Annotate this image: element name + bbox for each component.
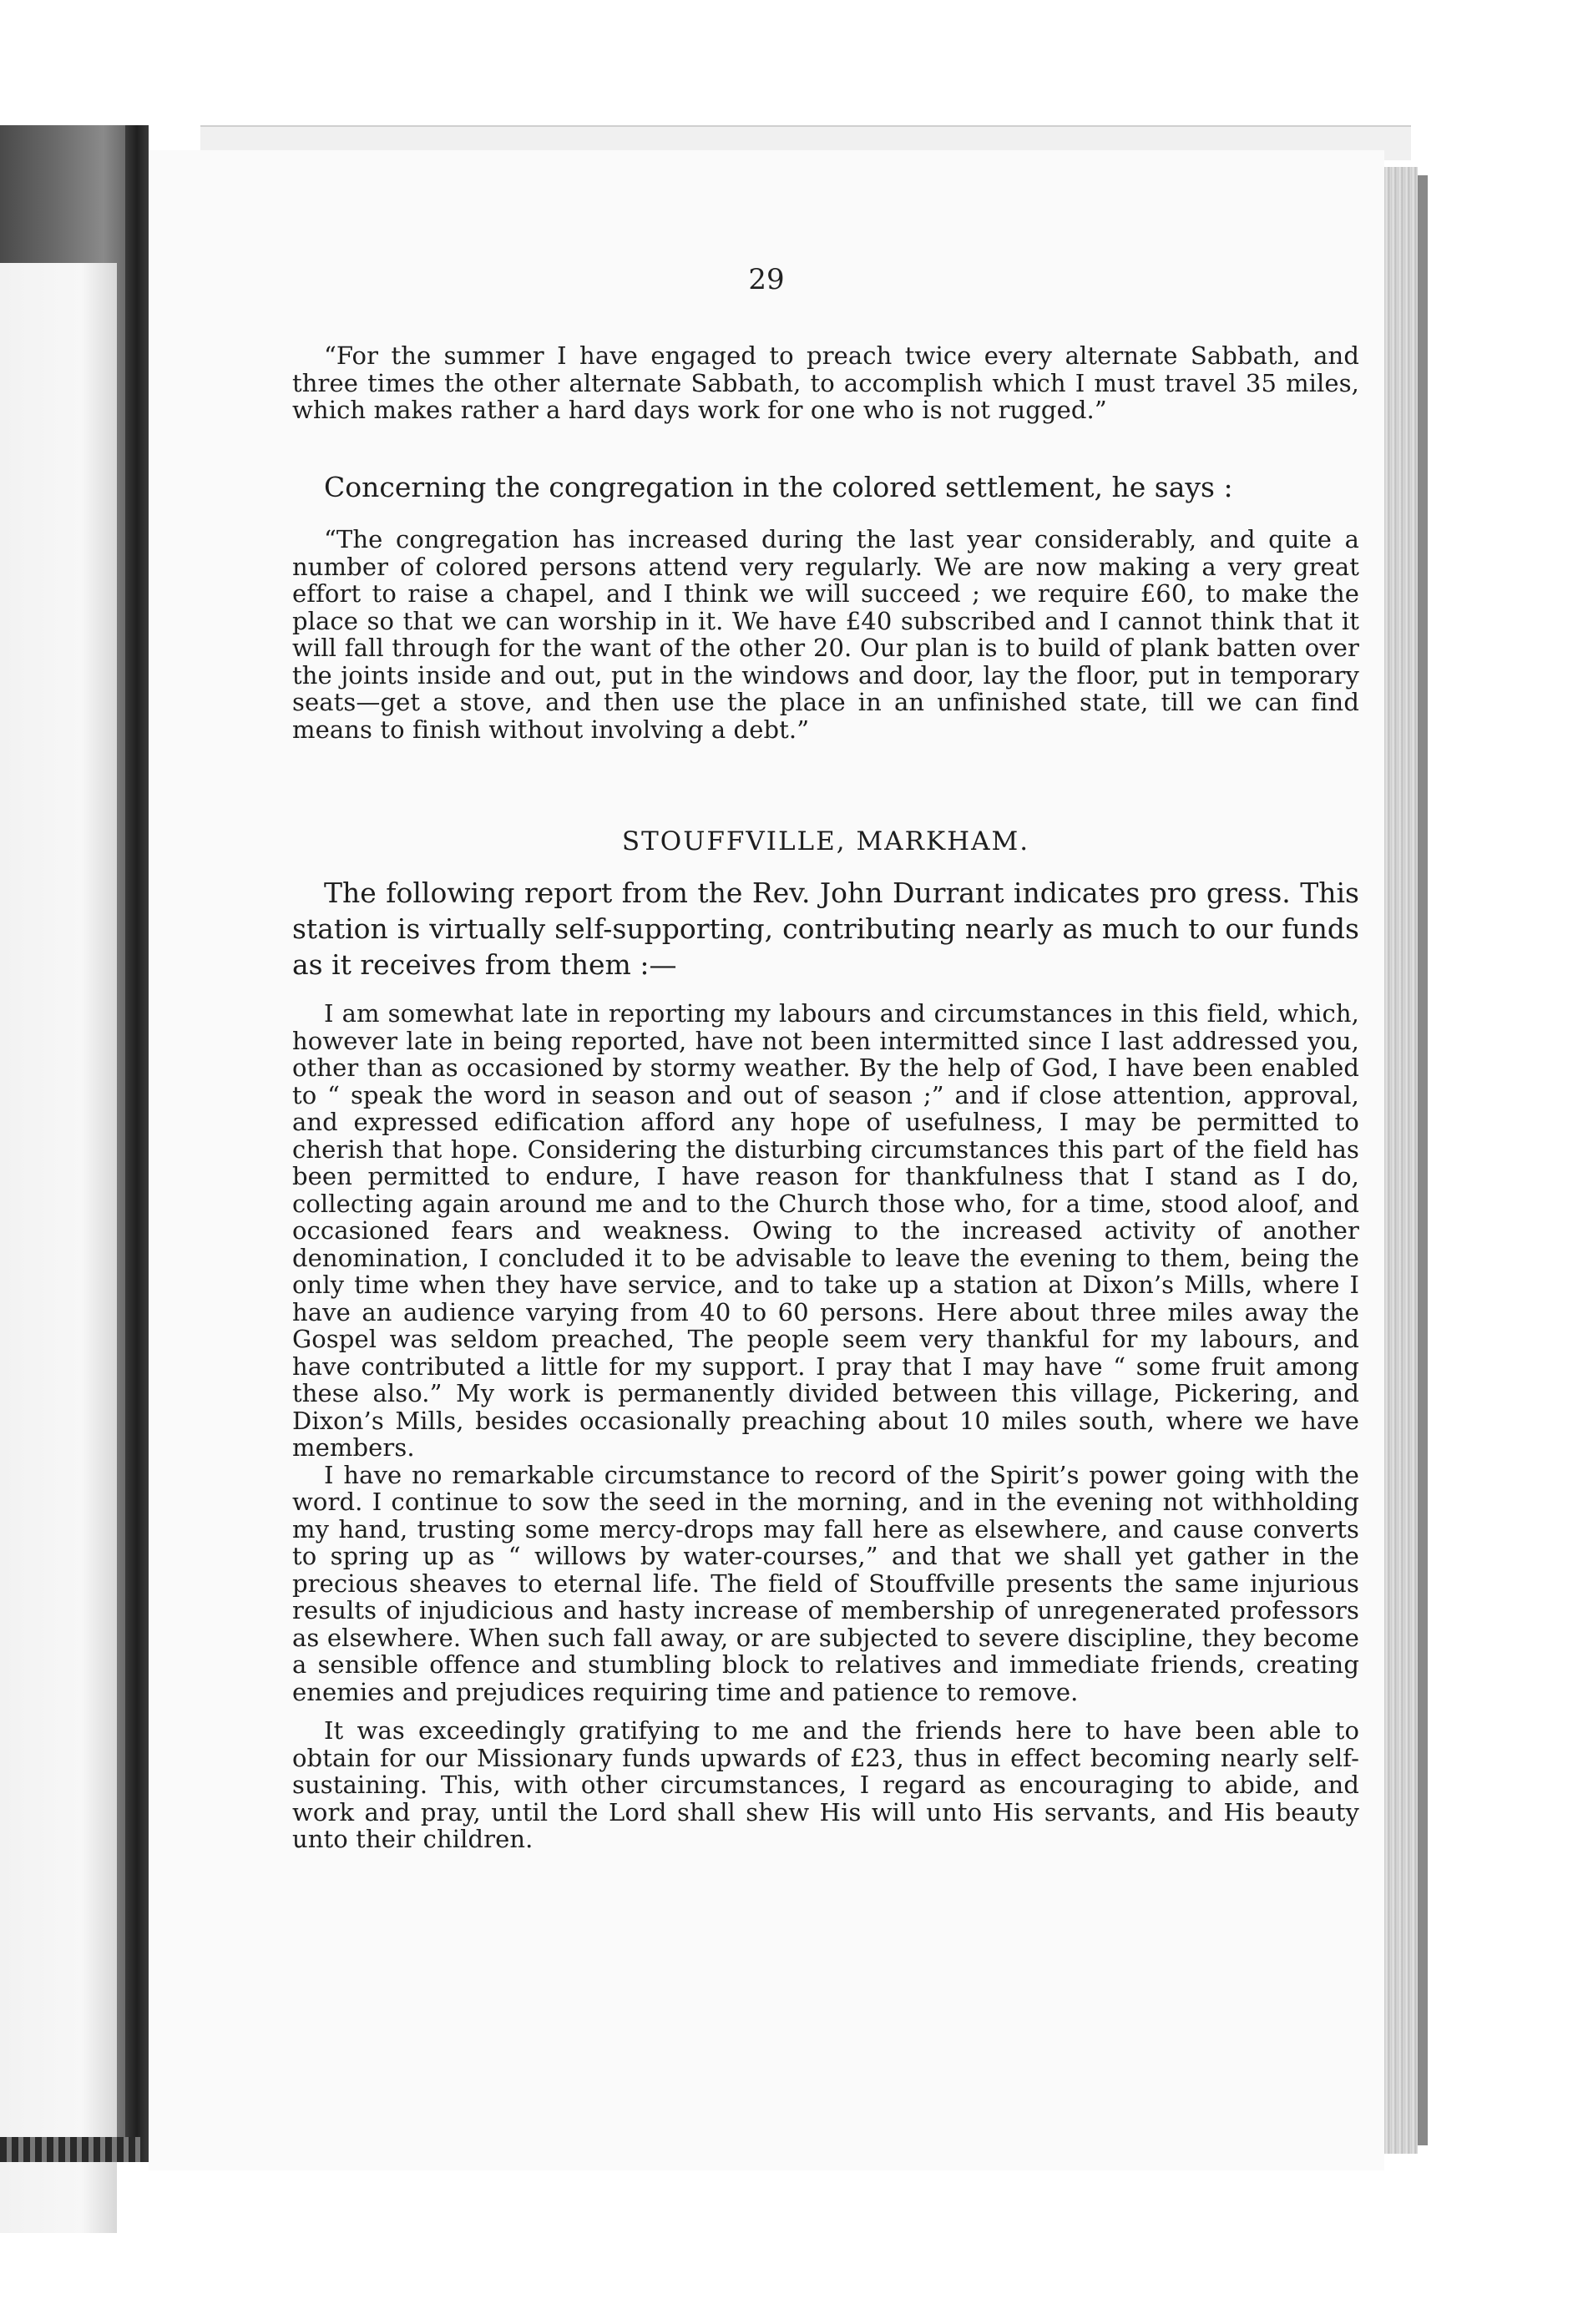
paragraph-7: It was exceedingly gratifying to me and the friends here to have been able to obtain for our Missionary funds upwards of £23, thus in effect becoming nearly self-sustaining. This, with other circumstances, I regard as encouraging to abide, and work and pray, until the Lord shall shew His will unto His servants, and His beauty unto their children. [292, 1716, 1359, 1853]
book-page [149, 150, 1384, 2170]
page-edges [1384, 167, 1418, 2154]
section-heading: STOUFFVILLE, MARKHAM. [621, 826, 1030, 856]
intro-durrant-report [292, 875, 1359, 983]
paragraph-2: Concerning the congregation in the colored settlement, he says : [324, 471, 1233, 503]
left-facing-page [0, 125, 138, 2162]
binding-bottom-edge [0, 2137, 142, 2162]
page-number: 29 [748, 263, 785, 296]
section-heading-block [292, 826, 1359, 856]
left-page-paper [0, 263, 117, 2233]
book-gutter [125, 125, 149, 2162]
page-edges-shadow [1418, 175, 1428, 2145]
intro-congregation [292, 469, 1359, 505]
quote-congregation [292, 526, 1359, 743]
paragraph-5: I am somewhat late in reporting my labours and circumstances in this field, which, however late in being reported, have not been intermitted since I last addressed you, other than as occasioned by stormy weather. By the help of God, I have been enabled to “ speak the word in season and out of season ;” and if close attention, approval, and expressed edification afford any hope of usefulness, I may be permitted to cherish that hope. Considering the disturbing circumstances this part of the field has been permitted to endure, I have reason for thankfulness that I stand as I do, collecting again around me and to the Church those who, for a time, stood aloof, and occasioned fears and weakness. Owing to the increased activity of another denomination, I concluded it to be advisable to leave the evening to them, being the only time when they have service, and to take up a station at Dixon’s Mills, where I have an audience varying from 40 to 60 persons. Here about three miles away the Gospel was seldom preached, The people seem very thankful for my labours, and have contributed a little for my support. I pray that I may have “ some fruit among these also.” My work is permanently divided between this village, Pickering, and Dixon’s Mills, besides occasionally preaching about 10 miles south, where we have members. [292, 999, 1359, 1462]
paragraph-1: “For the summer I have engaged to preach twice every alternate Sabbath, and three times the other alternate Sabbath, to accomplish which I must travel 35 miles, which makes rather a hard days work for one who is not rugged.” [292, 341, 1359, 424]
paragraph-3: “The congregation has increased during the last year considerably, and quite a number of colored persons attend very regularly. We are now making a very great effort to raise a chapel, and I think we will succeed ; we require £60, to make the place so that we can worship in it. We have £40 subscribed and I cannot think that it will fall through for the want of the other 20. Our plan is to build of plank batten over the joints inside and out, put in the windows and door, lay the floor, put in temporary seats—get a stove, and then use the place in an unfinished state, till we can find means to finish without involving a debt.” [292, 525, 1359, 744]
quote-summer-preaching [292, 342, 1359, 424]
paragraph-6: I have no remarkable circumstance to record of the Spirit’s power going with the word. I continue to sow the seed in the morning, and in the evening not withholding my hand, trusting some mercy-drops may fall here as elsewhere, and cause converts to spring up as “ willows by water-courses,” and that we shall yet gather in the precious sheaves to eternal life. The field of Stouffville presents the same injurious results of injudicious and hasty increase of membership of unregenerated professors as elsewhere. When such fall away, or are subjected to severe discipline, they become a sensible offence and stumbling block to relatives and immediate friends, creating enemies and prejudices requiring time and patience to remove. [292, 1460, 1359, 1706]
report-body [292, 1000, 1359, 1853]
paragraph-4: The following report from the Rev. John Durrant indicates pro gress. This station is virtually self-supporting, contributing nearly as much to our funds as it receives from them :— [292, 877, 1359, 981]
